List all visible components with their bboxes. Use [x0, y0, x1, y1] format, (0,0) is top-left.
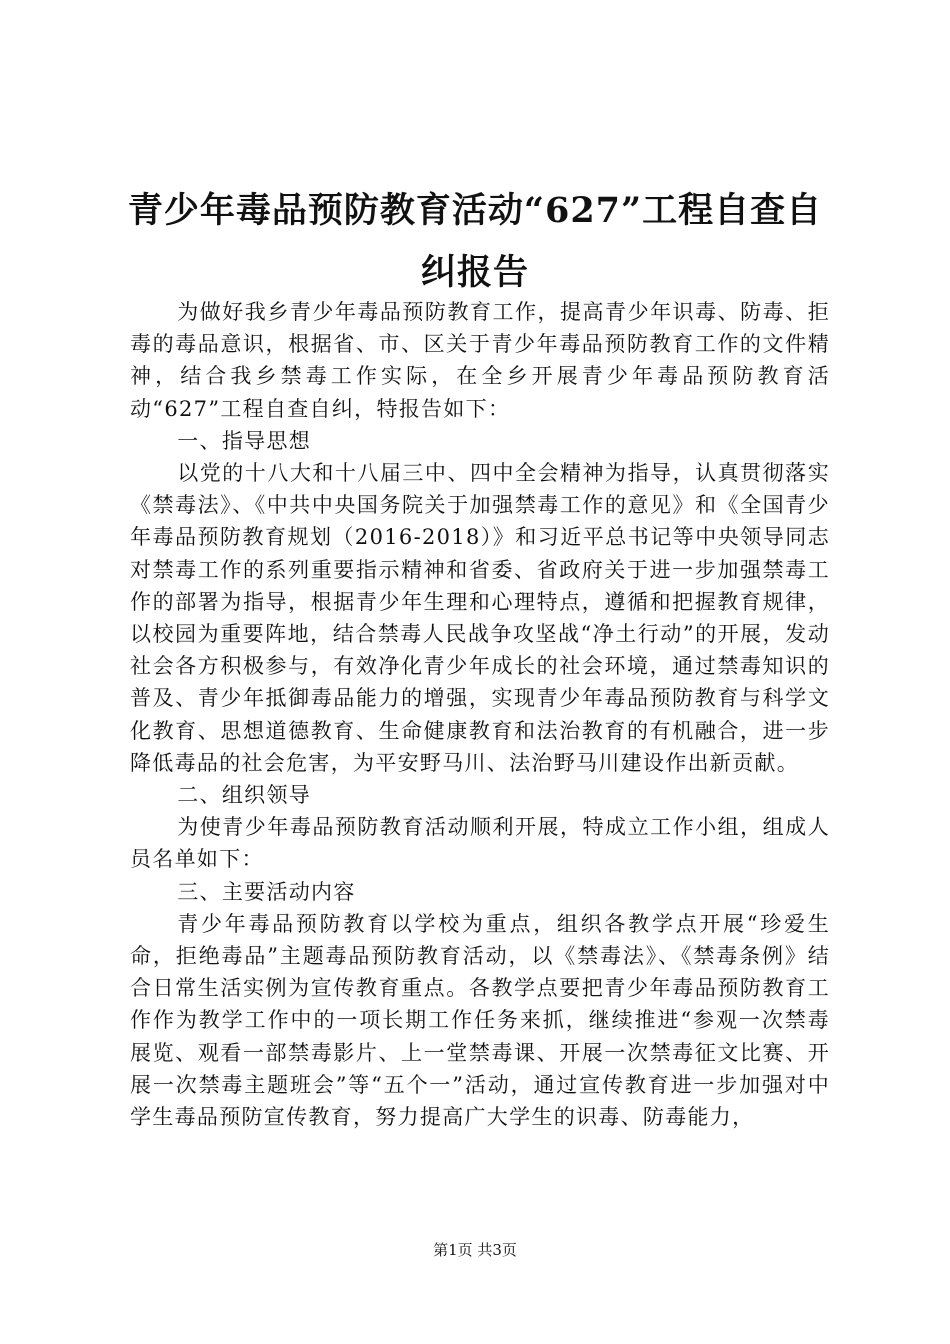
main-activities-paragraph: 青少年毒品预防教育以学校为重点，组织各教学点开展“珍爱生命，拒绝毒品”主题毒品预防教育活动，以《禁毒法》、《禁毒条例》结合日常生活实例为宣传教育重点。各教学点要把青少年毒品预防教育工作作为教学工作中的一项长期工作任务来抓，继续推进“参观一次禁毒展览、观看一部禁毒影片、上一堂禁毒课、开展一次禁毒征文比赛、开展一次禁毒主题班会”等“五个一”活动，通过宣传教育进一步加强对中学生毒品预防宣传教育，努力提高广大学生的识毒、防毒能力， [130, 911, 830, 1130]
document-body [130, 296, 830, 1133]
section-heading-main-activities: 三、主要活动内容 [177, 879, 356, 904]
section-heading-organization: 二、组织领导 [177, 783, 312, 808]
organization-paragraph: 为使青少年毒品预防教育活动顺利开展，特成立工作小组，组成人员名单如下： [130, 815, 830, 872]
section-heading-guiding-ideology: 一、指导思想 [177, 428, 312, 453]
intro-paragraph: 为做好我乡青少年毒品预防教育工作，提高青少年识毒、防毒、拒毒的毒品意识，根据省、市、区关于青少年毒品预防教育工作的文件精神，结合我乡禁毒工作实际，在全乡开展青少年毒品预防教育活动“627”工程自查自纠，特报告如下： [130, 300, 830, 421]
page-number-footer: 第1页 共3页 [433, 1241, 517, 1259]
document-title: 青少年毒品预防教育活动“627”工程自查自纠报告 [127, 190, 823, 293]
guiding-ideology-paragraph: 以党的十八大和十八届三中、四中全会精神为指导，认真贯彻落实《禁毒法》、《中共中央国务院关于加强禁毒工作的意见》和《全国青少年毒品预防教育规划（2016-2018）》和习近平总书记等中央领导同志对禁毒工作的系列重要指示精神和省委、省政府关于进一步加强禁毒工作的部署为指导，根据青少年生理和心理特点，遵循和把握教育规律，以校园为重要阵地，结合禁毒人民战争攻坚战“净土行动”的开展，发动社会各方积极参与，有效净化青少年成长的社会环境，通过禁毒知识的普及、青少年抵御毒品能力的增强，实现青少年毒品预防教育与科学文化教育、思想道德教育、生命健康教育和法治教育的有机融合，进一步降低毒品的社会危害，为平安野马川、法治野马川建设作出新贡献。 [130, 461, 830, 775]
